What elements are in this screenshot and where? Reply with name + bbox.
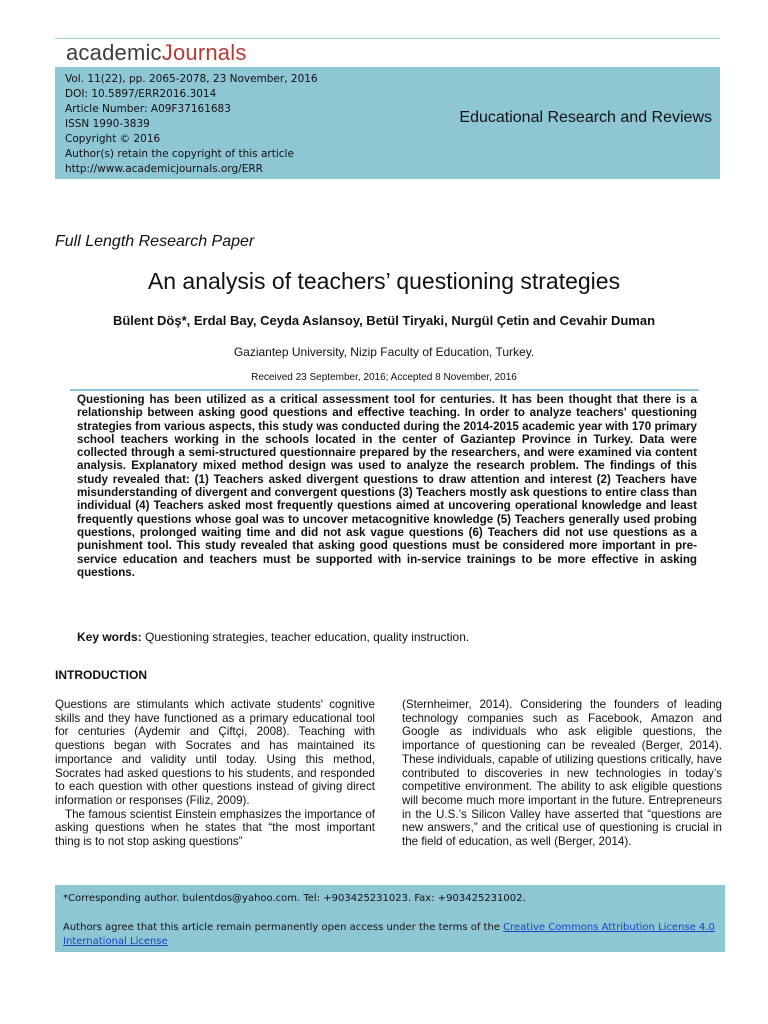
keywords-text: Questioning strategies, teacher education, quality instruction. (145, 630, 470, 644)
publisher-logo: academicJournals (66, 40, 247, 65)
corresponding-author: *Corresponding author. bulentdos@yahoo.com. Tel: +903425231023. Fax: +903425231002. (63, 893, 526, 904)
footer-box (55, 885, 725, 952)
keywords (77, 630, 469, 644)
meta-doi: DOI: 10.5897/ERR2016.3014 (65, 88, 217, 100)
keywords-label: Key words: (77, 630, 142, 644)
license-text: Authors agree that this article remain permanently open access under the terms of the (63, 922, 504, 933)
body-paragraph: Questions are stimulants which activate students' cognitive skills and they have functioned as a primary educational tool for centuries (Aydemir and Çiftçi, 2008). Teaching with questions began with Socrates and has maintained its importance and validity until today. Using this method, Socrates had asked questions to his students, and responded to each question with other questions instead of giving direct information or responses (Filiz, 2009). (55, 698, 375, 807)
license-link[interactable]: Creative Commons Attribution License 4.0 International License (63, 922, 715, 947)
license-note (63, 921, 723, 949)
paper-type: Full Length Research Paper (55, 233, 255, 250)
header-rule (55, 38, 720, 39)
meta-copyright: Copyright © 2016 (65, 133, 161, 145)
article-metadata (65, 72, 318, 177)
abstract: Questioning has been utilized as a critical assessment tool for centuries. It has been thought that there is a relationship between asking good questions and effective teaching. In order to analyze teachers' questioning strategies from various aspects, this study was conducted during the 2014-2015 academic year with 170 primary school teachers working in the schools located in the center of Gaziantep Province in Turkey. Data were collected through a semi-structured questionnaire prepared by the researchers, and were examined via content analysis. Explanatory mixed method design was used to analyze the research problem. The findings of this study revealed that: (1) Teachers asked divergent questions to draw attention and interest (2) Teachers have misunderstanding of divergent and convergent questions (3) Teachers mostly ask questions to entire class than individual (4) Teachers asked most frequently questions aimed at uncovering operational knowledge and least frequently questions whose goal was to uncover metacognitive knowledge (5) Teachers generally used probing questions, prolonged waiting time and did not ask vague questions (6) Teachers did not use questions as a punishment tool. This study revealed that asking good questions must be considered more important in pre-service education and teachers must be supported with in-service trainings to be more effective in asking questions. (77, 393, 697, 579)
meta-issn: ISSN 1990-3839 (65, 118, 150, 130)
body-column-left (55, 698, 375, 849)
meta-url[interactable]: http://www.academicjournals.org/ERR (65, 163, 263, 175)
meta-rights: Author(s) retain the copyright of this article (65, 148, 294, 160)
affiliation: Gaziantep University, Nizip Faculty of Education, Turkey. (233, 345, 535, 359)
author-list: Bülent Döş*, Erdal Bay, Ceyda Aslansoy, Betül Tiryaki, Nurgül Çetin and Cevahir Duman (112, 313, 656, 328)
article-info-box (55, 67, 720, 179)
meta-article-number: Article Number: A09F37161683 (65, 103, 231, 115)
abstract-rule (70, 389, 699, 391)
body-paragraph: The famous scientist Einstein emphasizes the importance of asking questions when he states that “the most important thing is to not stop asking questions” (55, 807, 375, 849)
body-column-right (402, 698, 722, 849)
meta-volume: Vol. 11(22), pp. 2065-2078, 23 November, 2016 (65, 73, 318, 85)
journal-name: Educational Research and Reviews (459, 109, 712, 126)
section-heading-introduction: INTRODUCTION (55, 668, 147, 682)
received-accepted-dates: Received 23 September, 2016; Accepted 8 November, 2016 (251, 372, 517, 383)
body-paragraph: (Sternheimer, 2014). Considering the founders of leading technology companies such as Facebook, Amazon and Google as individuals who ask eligible questions, the importance of questioning can be revealed (Berger, 2014). These individuals, capable of utilizing questions critically, have contributed to discoveries in new technologies in today’s competitive environment. The ability to ask eligible questions will become much more important in the future. Entrepreneurs in the U.S.’s Silicon Valley have asserted that “questions are new answers,” and the critical use of questioning is crucial in the field of education, as well (Berger, 2014). (402, 698, 722, 849)
paper-title: An analysis of teachers’ questioning strategies (147, 268, 621, 294)
